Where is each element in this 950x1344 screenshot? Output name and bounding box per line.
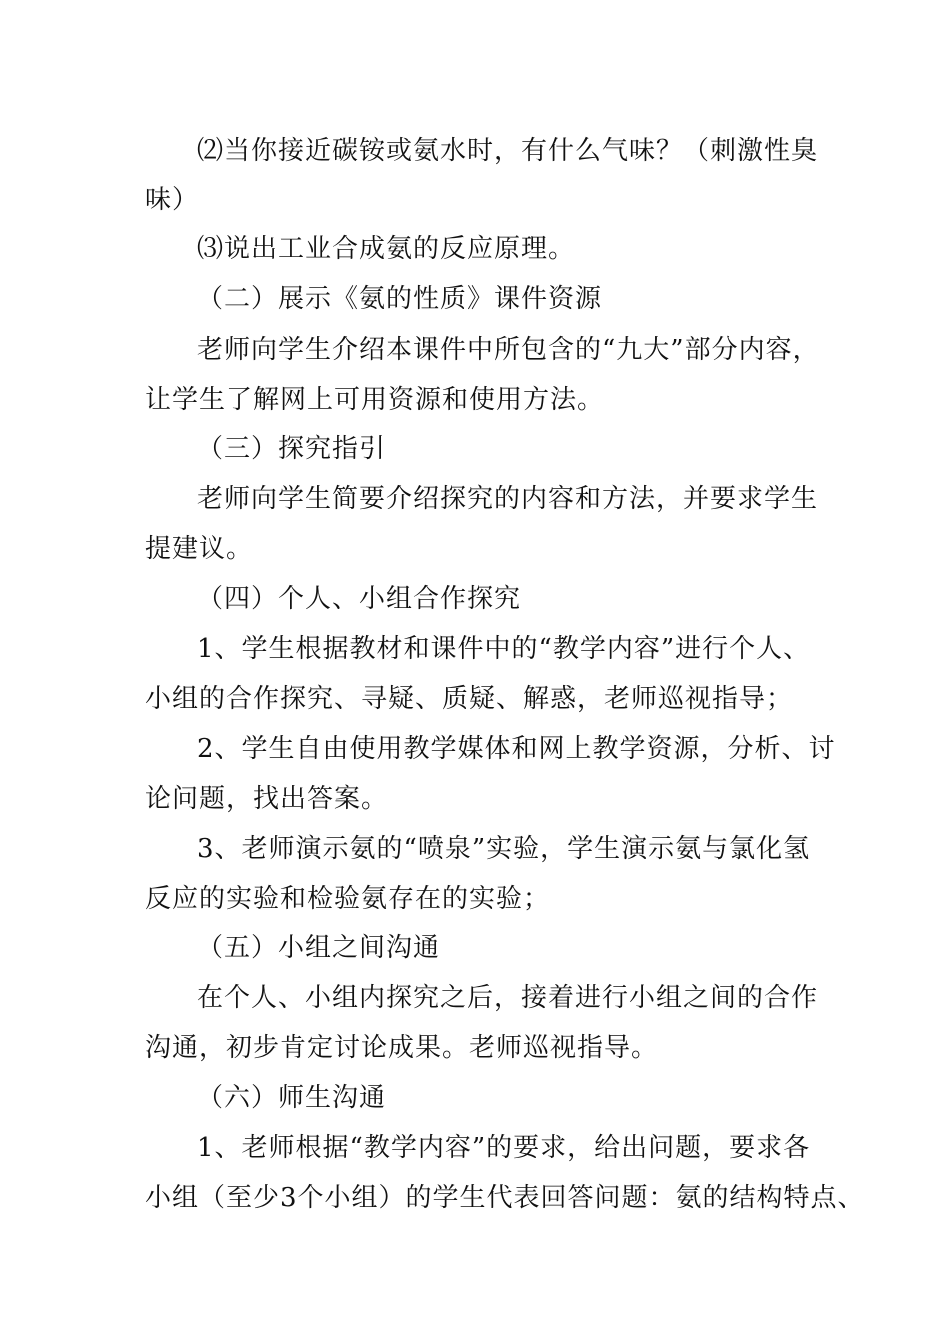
section-heading-6: （六）师生沟通 [197,1083,387,1113]
list-item-line: 小组（至少3个小组）的学生代表回答问题：氨的结构特点、 [145,1183,865,1213]
paragraph-line: 在个人、小组内探究之后，接着进行小组之间的合作 [197,983,819,1013]
list-item-line: 论问题，找出答案。 [145,784,389,814]
section-heading-5: （五）小组之间沟通 [197,933,441,963]
section-heading-4: （四）个人、小组合作探究 [197,584,522,614]
section-heading-2: （二）展示《氨的性质》课件资源 [197,284,603,314]
question-3: ⑶说出工业合成氨的反应原理。 [197,234,576,264]
section-heading-3: （三）探究指引 [197,434,387,464]
list-item-line: 1、老师根据“教学内容”的要求，给出问题，要求各 [197,1133,811,1163]
question-2-line-1: ⑵当你接近碳铵或氨水时，有什么气味？（刺激性臭 [197,136,819,166]
list-item-line: 小组的合作探究、寻疑、质疑、解惑，老师巡视指导； [145,684,794,714]
list-item-line: 3、老师演示氨的“喷泉”实验，学生演示氨与氯化氢 [197,834,811,864]
paragraph-line: 让学生了解网上可用资源和使用方法。 [145,385,605,415]
list-item-line: 1、学生根据教材和课件中的“教学内容”进行个人、 [197,634,811,664]
paragraph-line: 老师向学生介绍本课件中所包含的“九大”部分内容， [197,335,820,365]
question-2-line-2: 味） [145,185,200,215]
list-item-line: 反应的实验和检验氨存在的实验； [145,884,551,914]
paragraph-line: 老师向学生简要介绍探究的内容和方法，并要求学生 [197,484,819,514]
paragraph-line: 沟通，初步肯定讨论成果。老师巡视指导。 [145,1033,659,1063]
paragraph-line: 提建议。 [145,534,254,564]
list-item-line: 2、学生自由使用教学媒体和网上教学资源，分析、讨 [197,734,836,764]
